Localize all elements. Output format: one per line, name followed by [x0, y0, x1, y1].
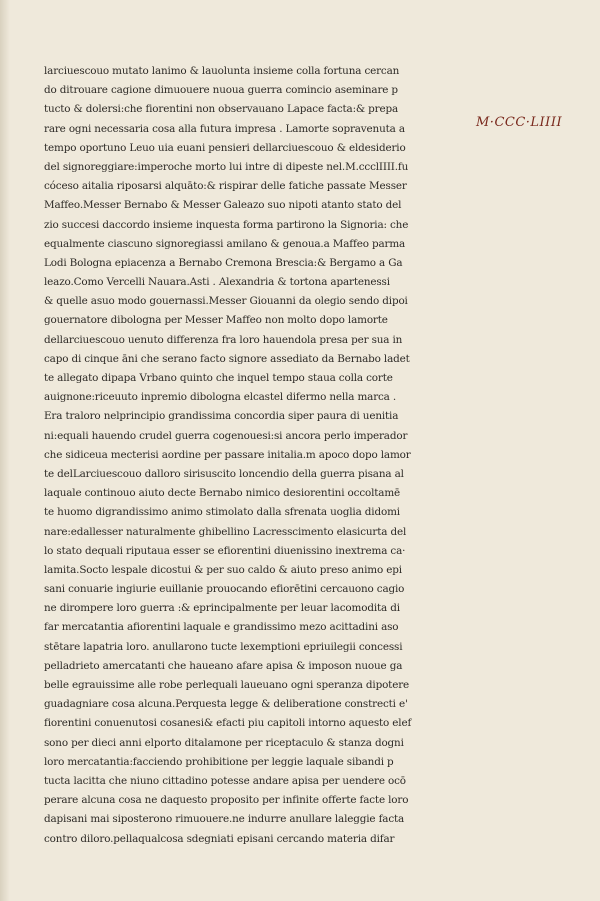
text-line: cóceso aitalia riposarsi alquāto:& rispirar delle fatiche passate Messer: [44, 180, 407, 193]
text-line: sono per dieci anni elporto ditalamone per riceptaculo & stanza dogni: [44, 736, 404, 749]
text-line: lo stato dequali riputaua esser se efiorentini diuenissino inextrema ca·: [44, 544, 406, 557]
text-line: zio succesi daccordo insieme inquesta forma partirono la Signoria: che: [44, 218, 409, 231]
text-line: rare ogni necessaria cosa alla futura impresa . Lamorte sopravenuta a: [44, 122, 405, 135]
text-line: Era traloro nelprincipio grandissima concordia siper paura di uenitia: [44, 410, 399, 423]
text-line: che sidiceua mecterisi aordine per passare initalia.m apoco dopo lamor: [44, 448, 411, 461]
text-line: lamita.Socto lespale dicostui & per suo caldo & aiuto preso animo epi: [44, 563, 402, 576]
text-line: contro diloro.pellaqualcosa sdegniati episani cercando materia difar: [44, 832, 395, 845]
text-line: pelladrieto amercatanti che haueano afare apisa & imposon nuoue ga: [44, 659, 403, 672]
text-line: del signoreggiare:imperoche morto lui intre di dipeste nel.M.ccclIIII.fu: [44, 160, 409, 173]
text-line: Lodi Bologna epiacenza a Bernabo Cremona Brescia:& Bergamo a Ga: [44, 256, 403, 269]
text-line: auignone:riceuuto inpremio dibologna elcastel difermo nella marca .: [44, 391, 397, 404]
text-line: belle egrauissime alle robe perlequali laueuano ogni speranza dipotere: [44, 679, 410, 691]
marginal-date-note: M·CCC·LIIII: [476, 115, 563, 130]
text-line: dapisani mai siposterono rimuouere.ne indurre anullare laleggie facta: [44, 813, 405, 826]
text-line: Maffeo.Messer Bernabo & Messer Galeazo suo nipoti atanto stato del: [44, 199, 402, 212]
text-line: nare:edallesser naturalmente ghibellino Lacresscimento elasicurta del: [44, 525, 407, 538]
text-line: te delLarciuescouo dalloro sirisuscito loncendio della guerra pisana al: [44, 467, 404, 480]
text-line: laquale continouo aiuto decte Bernabo nimico desiorentini occoltamē: [44, 487, 401, 500]
text-line: stētare lapatria loro. anullarono tucte lexemptioni epriuilegii concessi: [44, 640, 403, 653]
text-line: dellarciuescouo uenuto differenza fra loro hauendola presa per sua in: [44, 333, 403, 346]
text-line: leazo.Como Vercelli Nauara.Asti . Alexandria & tortona apartenessi: [44, 276, 390, 289]
text-line: far mercatantia afiorentini laquale e grandissimo mezo acittadini aso: [44, 621, 399, 634]
text-line: loro mercatantia:facciendo prohibitione per leggie laquale sibandi p: [44, 755, 394, 768]
text-line: sani conuarie ingiurie euillanie prouocando efiorētini cercauono cagio: [44, 583, 405, 596]
text-line: tucto & dolersi:che fiorentini non observauano Lapace facta:& prepa: [44, 103, 399, 116]
text-line: capo di cinque āni che serano facto signore assediato da Bernabo ladet: [44, 352, 410, 365]
page-gutter-shadow: [0, 0, 10, 901]
text-line: guadagniare cosa alcuna.Perquesta legge & deliberatione constrecti e': [44, 698, 408, 711]
text-line: te huomo digrandissimo animo stimolato dalla sfrenata uoglia didomi: [44, 506, 400, 519]
text-line: gouernatore dibologna per Messer Maffeo non molto dopo lamorte: [44, 314, 388, 327]
text-line: & quelle asuo modo gouernassi.Messer Giouanni da olegio sendo dipoi: [44, 295, 408, 308]
text-line: do ditrouare cagione dimuouere nuoua guerra comincio aseminare p: [44, 84, 398, 97]
text-line: ne dirompere loro guerra :& eprincipalmente per leuar lacomodita di: [44, 602, 400, 615]
text-line: tucta lacitta che niuno cittadino potesse andare apisa per uendere ocō: [44, 774, 406, 787]
text-line: ni:equali hauendo crudel guerra cogenouesi:si ancora perlo imperador: [44, 429, 408, 442]
text-line: perare alcuna cosa ne daquesto proposito per infinite offerte facte loro: [44, 794, 409, 807]
text-line: te allegato dipapa Vrbano quinto che inquel tempo staua colla corte: [44, 372, 393, 384]
text-line: tempo oportuno Leuo uia euani pensieri dellarciuescouo & eldesiderio: [44, 141, 406, 154]
text-line: larciuescouo mutato lanimo & lauolunta insieme colla fortuna cercan: [44, 65, 400, 77]
text-line: fiorentini conuenutosi cosanesi& efacti piu capitoli intorno aquesto elef: [44, 717, 412, 730]
text-line: equalmente ciascuno signoregiassi amilano & genoua.a Maffeo parma: [44, 237, 406, 250]
body-text-block: [44, 62, 434, 849]
